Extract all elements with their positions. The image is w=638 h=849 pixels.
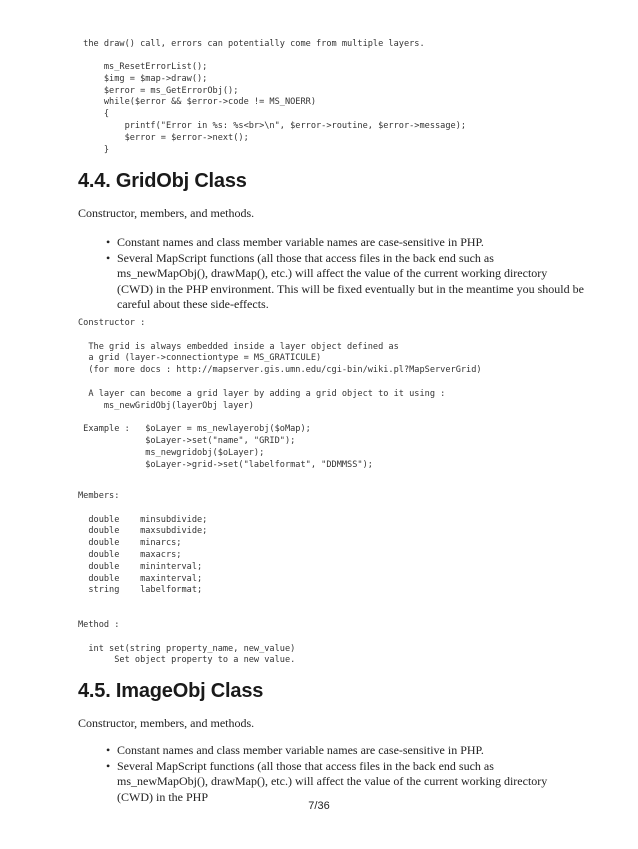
- page-number: 7/36: [308, 800, 330, 812]
- list-item: • Several MapScript functions (all those that access files in the back end such as ms_newMapObj(), drawMap(), etc.) will affect the value of the current working directory (CWD) in the PHP: [106, 759, 586, 806]
- code-continuation-line: the draw() call, errors can potentially come from multiple layers.: [78, 39, 425, 49]
- list-item: • Several MapScript functions (all those that access files in the back end such as ms_newMapObj(), drawMap(), etc.) will affect the value of the current working directory (CWD) in the PHP environment. This will be fixed eventually but in the meantime you should be careful about these side-effects.: [106, 251, 586, 313]
- imageobj-notes-list: [106, 743, 586, 805]
- gridobj-notes-list: [106, 235, 586, 313]
- list-item: • Constant names and class member variable names are case-sensitive in PHP.: [106, 743, 586, 759]
- gridobj-members-code: Members: double minsubdivide; double maxsubdivide; double minarcs; double maxacrs; double mininterval; double maxinterval; string labelformat;: [78, 491, 208, 596]
- section-heading-imageobj: 4.5. ImageObj Class: [78, 680, 264, 702]
- list-item: • Constant names and class member variable names are case-sensitive in PHP.: [106, 235, 586, 251]
- gridobj-method-code: Method : int set(string property_name, new_value) Set object property to a new value.: [78, 620, 296, 666]
- gridobj-intro: Constructor, members, and methods.: [78, 206, 255, 220]
- gridobj-constructor-code: Constructor : The grid is always embedded inside a layer object defined as a grid (layer->connectiontype = MS_GRATICULE) (for more docs : http://mapserver.gis.umn.edu/cgi-bin/wiki.pl?MapServerGrid) A layer can become a grid layer by adding a grid object to it using : ms_newGridObj(layerObj layer) Example : $oLayer = ms_newlayerobj($oMap); $oLayer->set("name", "GRID"); ms_newgridobj($oLayer); $oLayer->grid->set("labelformat", "DDMMSS");: [78, 318, 482, 470]
- error-handling-code-block: ms_ResetErrorList(); $img = $map->draw(); $error = ms_GetErrorObj(); while($error && $error->code != MS_NOERR) { printf("Error in %s: %s<br>\n", $error->routine, $error->message); $error = $error->next(); }: [103, 62, 467, 155]
- imageobj-intro: Constructor, members, and methods.: [78, 716, 255, 730]
- section-heading-gridobj: 4.4. GridObj Class: [78, 170, 247, 192]
